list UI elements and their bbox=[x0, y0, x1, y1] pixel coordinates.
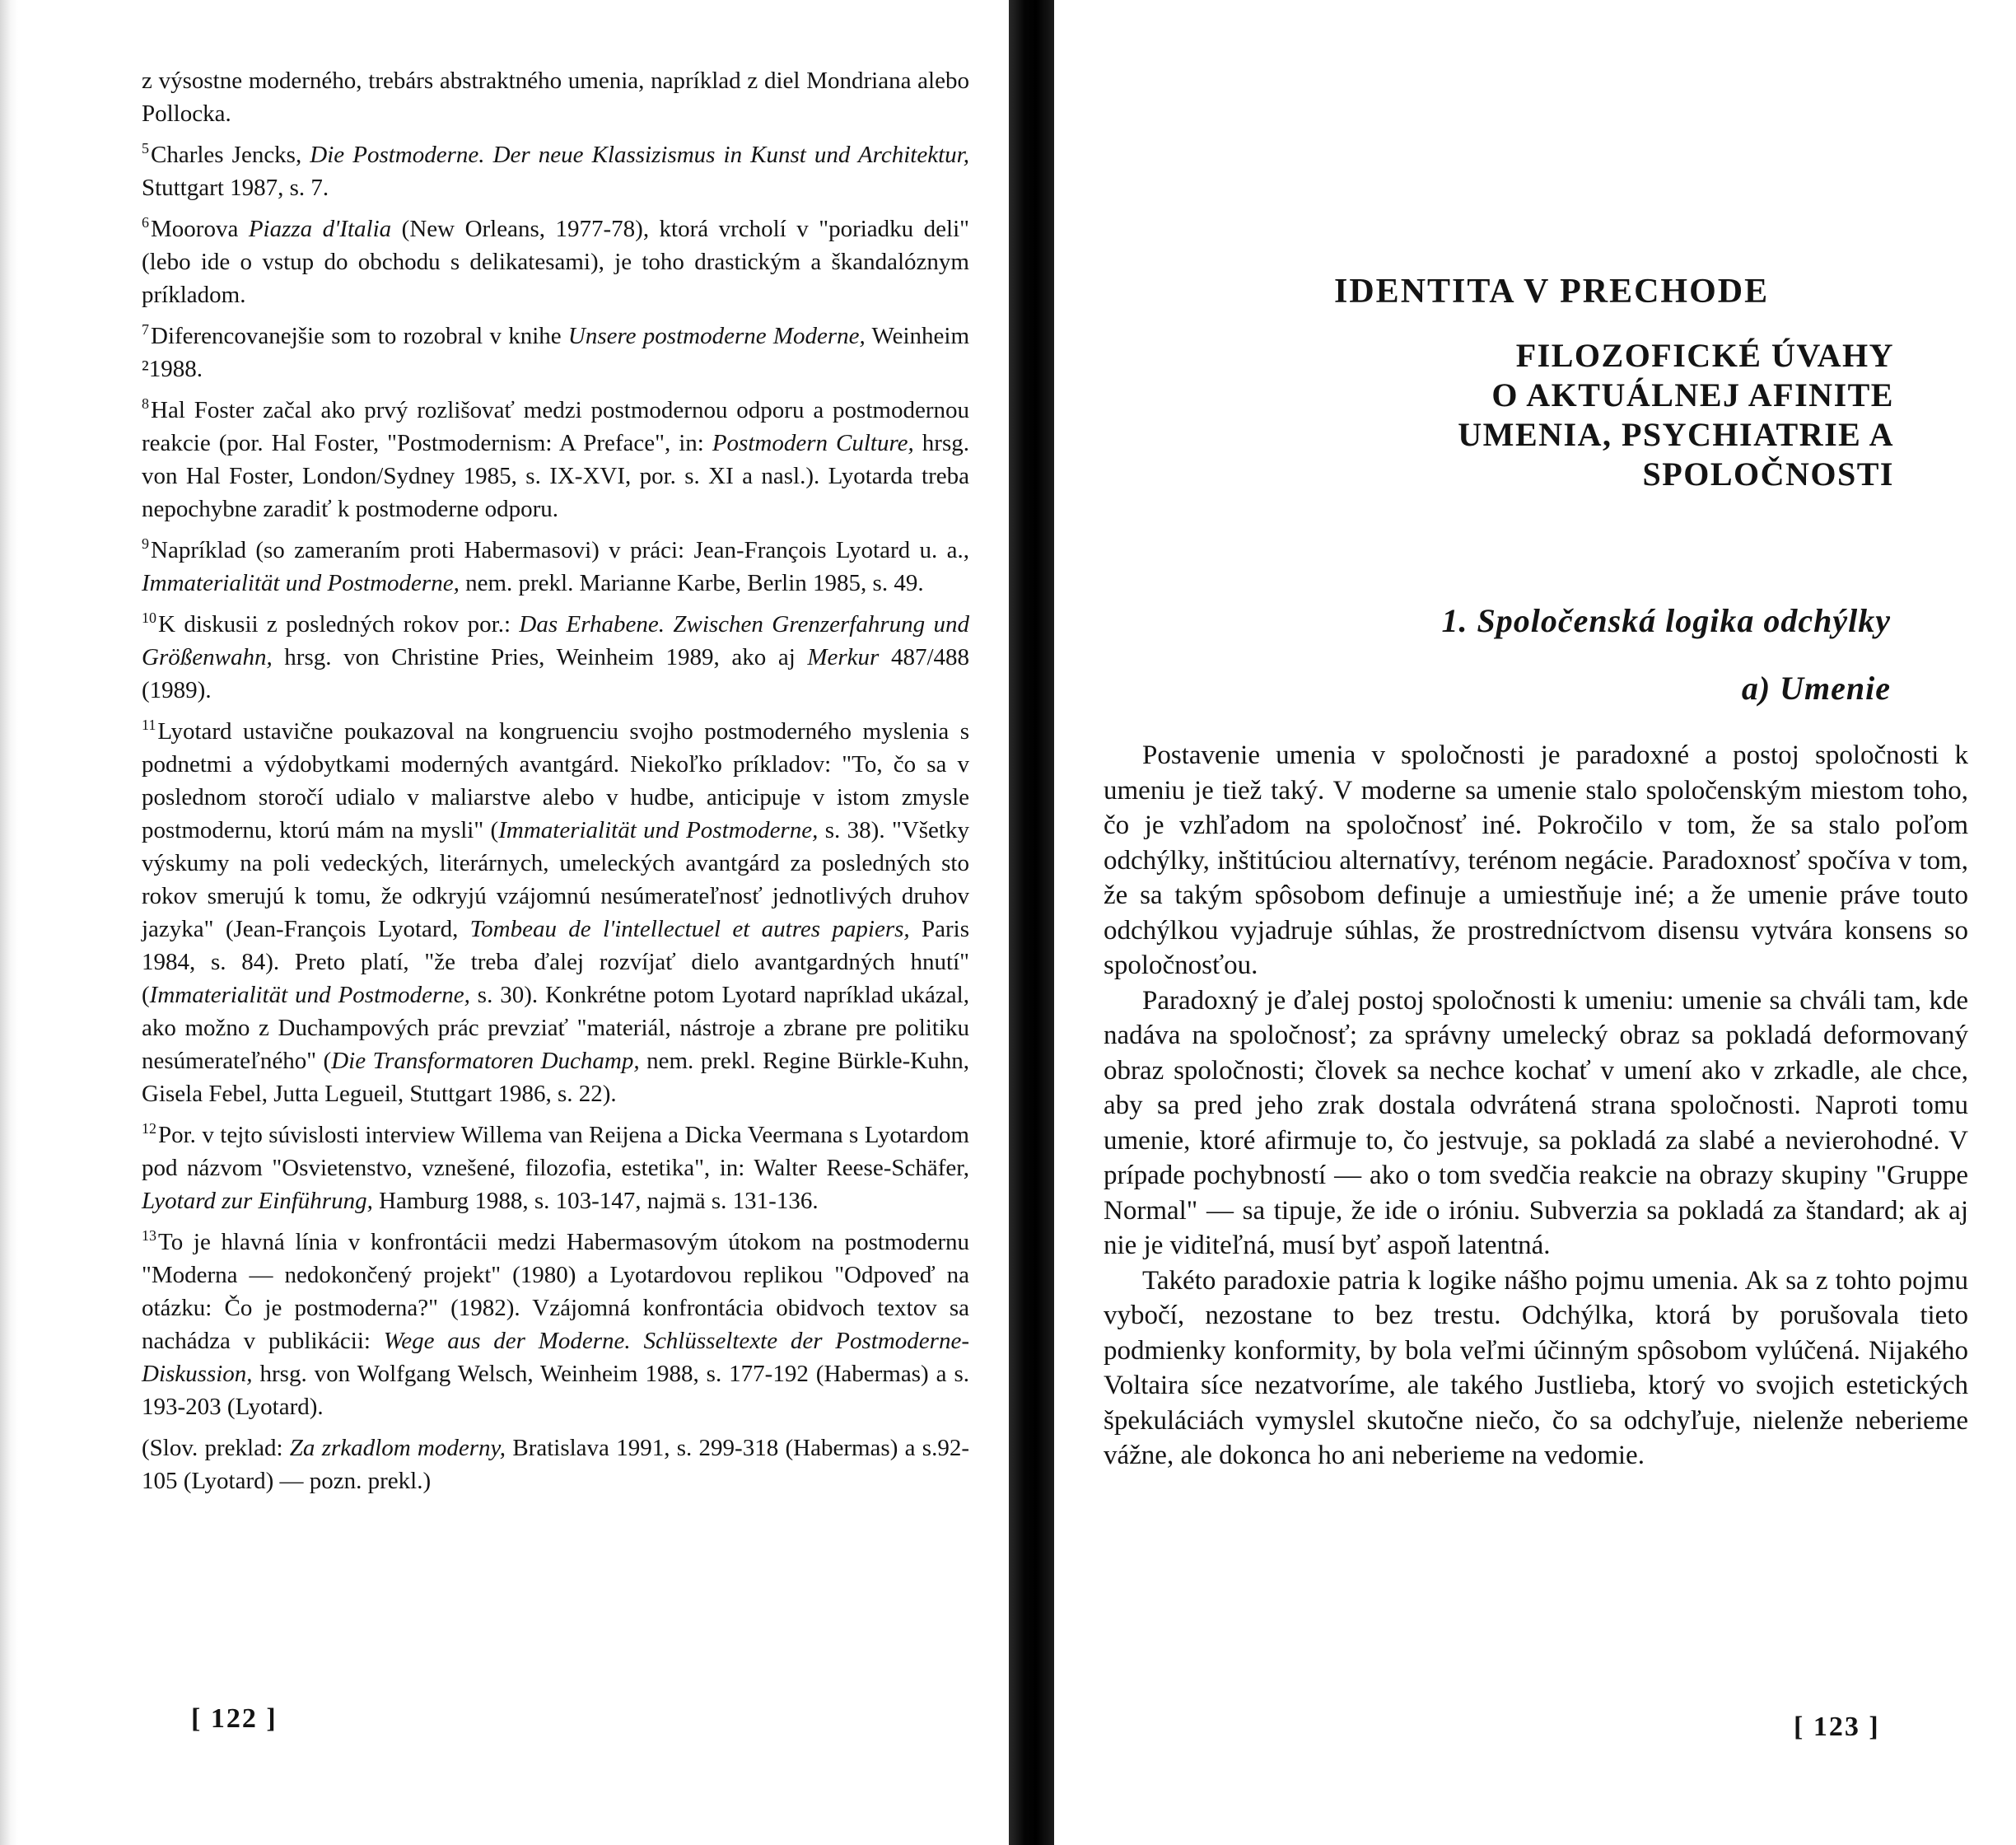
footnote-text: Por. v tejto súvislosti interview Willema van Reijena a Dicka Veermana s Lyotardom pod názvom "Osvietenstvo, vznešené, filozofia, estetika", in: Walter Reese-Schäfer, bbox=[142, 1122, 969, 1181]
footnote-title: Za zrkadlom moderny, bbox=[289, 1435, 506, 1461]
footnote-text: hrsg. von Wolfgang Welsch, Weinheim 1988, s. 177-192 (Habermas) a s. 193-203 (Lyotard). bbox=[142, 1361, 969, 1420]
subtitle-line: O AKTUÁLNEJ AFINITE bbox=[1491, 376, 1894, 413]
footnote-text: Paris 1984, s. 84). Preto platí, "že treba ďalej rozvíjať dielo avantgardných hnutí" ( bbox=[142, 916, 970, 1008]
footnote-text: s. 38). "Všetky výskumy na poli vedeckých, literárnych, umeleckých avantgárd za posledných sto rokov smerujú k tomu, že odkryjú vzájomnú nesúmerateľnosť jednotlivých druhov jazyka" (Jean-François Lyotard, bbox=[142, 817, 969, 942]
footnote-number: 11 bbox=[142, 717, 156, 734]
footnote bbox=[142, 715, 969, 1110]
footnote bbox=[142, 1119, 969, 1217]
footnote-number: 5 bbox=[142, 140, 149, 157]
footnote-title: Postmodern Culture, bbox=[712, 430, 914, 456]
section-heading: 1. Spoločenská logika odchýlky bbox=[1441, 602, 1891, 639]
footnote-title: Die Postmoderne. Der neue Klassizismus in Kunst und Architektur, bbox=[310, 142, 969, 168]
footnote bbox=[142, 64, 969, 130]
footnote-title: Tombeau de l'intellectuel et autres papiers, bbox=[469, 916, 910, 942]
footnote-title: Merkur bbox=[807, 644, 880, 670]
footnote-title: Immaterialität und Postmoderne, bbox=[142, 570, 460, 596]
footnote-number: 13 bbox=[142, 1227, 156, 1245]
footnote-text: K diskusii z posledných rokov por.: bbox=[158, 611, 520, 638]
footnote-text: Weinheim ²1988. bbox=[142, 323, 969, 382]
footnote-number: 9 bbox=[142, 535, 149, 553]
footnote-title: Lyotard zur Einführung, bbox=[142, 1188, 373, 1214]
subtitle-line: SPOLOČNOSTI bbox=[1642, 455, 1894, 493]
footnote-number: 6 bbox=[142, 214, 149, 231]
page-number-left: [ 122 ] bbox=[191, 1703, 278, 1734]
footnote-text: To je hlavná línia v konfrontácii medzi Habermasovým útokom na postmodernu "Moderna — nedokončený projekt" (1980) a Lyotardovou replikou "Odpoveď na otázku: Čo je postmoderna?" (1982). Vzájomná konfrontácia obidvoch textov sa nachádza v publikácii: bbox=[142, 1229, 969, 1354]
footnote-text: z výsostne moderného, trebárs abstraktného umenia, napríklad z diel Mondriana alebo Pollocka. bbox=[142, 68, 969, 127]
footnote-text: Hal Foster začal ako prvý rozlišovať medzi postmodernou odporu a postmodernou reakcie (por. Hal Foster, "Postmodernism: A Preface", in: bbox=[142, 397, 969, 456]
body-text bbox=[1104, 738, 1968, 1474]
footnote-title: Immaterialität und Postmoderne, bbox=[149, 982, 470, 1008]
footnote-text: (New Orleans, 1977-78), ktorá vrcholí v "poriadku deli" (lebo ide o vstup do obchodu s delikatesami), je toho drastickým a škandalóznym príkladom. bbox=[142, 216, 969, 308]
page-number-right: [ 123 ] bbox=[1794, 1712, 1880, 1742]
footnote-number: 7 bbox=[142, 321, 149, 339]
footnote-title: Unsere postmoderne Moderne, bbox=[567, 323, 866, 349]
footnote bbox=[142, 213, 969, 311]
paragraph: Paradoxný je ďalej postoj spoločnosti k umeniu: umenie sa chváli tam, kde nadáva na spoločnosť; za správny umelecký obraz sa pokladá deformovaný obraz spoločnosti; človek sa nechce kochať v umení ako v zrkadle, ale chce, aby sa pred jeho zrak dostala odvrátená strana spoločnosti. Naproti tomu umenie, ktoré afirmuje to, čo jestvuje, sa pokladá za slabé a nevierohodné. V prípade pochybností — ako o tom svedčia reakcie na obrazy skupiny "Gruppe Normal" — sa tipuje, že ide o iróniu. Subverzia sa pokladá za štandard; ak aj nie je viditeľná, musí byť aspoň latentná. bbox=[1104, 985, 1968, 1260]
footnotes-list bbox=[142, 64, 969, 1506]
right-page bbox=[1054, 0, 2016, 1845]
footnote-text: Bratislava 1991, s. 299-318 (Habermas) a s.92-105 (Lyotard) — pozn. prekl.) bbox=[142, 1435, 969, 1494]
footnote bbox=[142, 320, 969, 385]
footnote bbox=[142, 534, 969, 600]
footnote-text: Charles Jencks, bbox=[151, 142, 310, 168]
footnote-text: 487/488 (1989). bbox=[142, 644, 969, 703]
subtitle-line: FILOZOFICKÉ ÚVAHY bbox=[1515, 337, 1894, 374]
subtitle-line: UMENIA, PSYCHIATRIE A bbox=[1458, 416, 1894, 453]
footnote-text: Diferencovanejšie som to rozobral v knihe bbox=[151, 323, 568, 349]
footnote-text: Stuttgart 1987, s. 7. bbox=[142, 175, 329, 201]
footnote-text: hrsg. von Hal Foster, London/Sydney 1985, s. IX-XVI, por. s. XI a nasl.). Lyotarda treba nepochybne zaradiť k postmoderne odporu. bbox=[142, 430, 969, 522]
footnote-title: Piazza d'Italia bbox=[248, 216, 392, 242]
footnote bbox=[142, 1432, 969, 1497]
footnote bbox=[142, 608, 969, 707]
footnote bbox=[142, 394, 969, 525]
footnote-number: 12 bbox=[142, 1120, 156, 1137]
footnote-title: Das Erhabene. Zwischen Grenzerfahrung und Größenwahn, bbox=[142, 611, 969, 670]
footnote-text: Hamburg 1988, s. 103-147, najmä s. 131-136. bbox=[372, 1188, 819, 1214]
footnote bbox=[142, 138, 969, 204]
footnote-number: 10 bbox=[142, 610, 156, 627]
footnote-text: s. 30). Konkrétne potom Lyotard napríklad ukázal, ako možno z Duchampových prác prevziať "materiál, nástroje a zbrane pre politiku nesúmerateľného" ( bbox=[142, 982, 969, 1074]
paragraph: Takéto paradoxie patria k logike nášho pojmu umenia. Ak sa z tohto pojmu vybočí, nezostane to bez trestu. Odchýlka, ktorá by porušovala tieto podmienky konformity, by bola veľmi účinným spôsobom vylúčená. Nijakého Voltaira síce nezatvoríme, ale takého Justlieba, ktorý vo svojich estetických špekuláciách vymyslel skutočne niečo, čo sa odchyľuje, nielenže neberieme vážne, ale dokonca ho ani neberieme na vedomie. bbox=[1104, 1265, 1968, 1470]
footnote-title: Immaterialität und Postmoderne, bbox=[498, 817, 819, 843]
footnote-title: Die Transformatoren Duchamp, bbox=[331, 1048, 640, 1074]
book-gutter bbox=[1009, 0, 1054, 1845]
subsection-heading: a) Umenie bbox=[1741, 670, 1891, 707]
footnote-number: 8 bbox=[142, 395, 149, 413]
footnote bbox=[142, 1226, 969, 1423]
footnote-text: nem. prekl. Regine Bürkle-Kuhn, Gisela Febel, Jutta Legueil, Stuttgart 1986, s. 22). bbox=[142, 1048, 969, 1107]
footnote-text: Moorova bbox=[151, 216, 249, 242]
footnote-text: (Slov. preklad: bbox=[142, 1435, 290, 1461]
paragraph: Postavenie umenia v spoločnosti je paradoxné a postoj spoločnosti k umeniu je tiež taký. V moderne sa umenie stalo spoločenským miestom toho, čo je vzhľadom na spoločnosť iné. Pokročilo v tom, že sa stalo poľom odchýlky, inštitúciou alternatívy, terénom negácie. Paradoxnosť spočíva v tom, že sa takým spôsobom definuje a umiestňuje iné; a že umenie práve touto odchýlkou vyjadruje súhlas, že prostredníctvom disensu vytvára konsens so spoločnosťou. bbox=[1104, 740, 1968, 980]
footnote-text: nem. prekl. Marianne Karbe, Berlin 1985, s. 49. bbox=[459, 570, 924, 596]
footnote-text: Napríklad (so zameraním proti Habermasovi) v práci: Jean-François Lyotard u. a., bbox=[151, 537, 969, 563]
footnote-text: Lyotard ustavične poukazoval na kongruenciu svojho postmoderného myslenia s podnetmi a výdobytkami moderných avantgárd. Niekoľko príkladov: "To, čo sa v poslednom storočí udialo v maliarstve alebo v hudbe, anticipuje v istom zmysle postmodernu, ktorú mám na mysli" ( bbox=[142, 718, 969, 843]
footnote-title: Wege aus der Moderne. Schlüsseltexte der Postmoderne-Diskussion, bbox=[142, 1328, 969, 1387]
chapter-subtitle bbox=[1252, 336, 1894, 494]
footnote-text: hrsg. von Christine Pries, Weinheim 1989, ako aj bbox=[272, 644, 808, 670]
chapter-title: IDENTITA V PRECHODE bbox=[1334, 273, 1770, 311]
